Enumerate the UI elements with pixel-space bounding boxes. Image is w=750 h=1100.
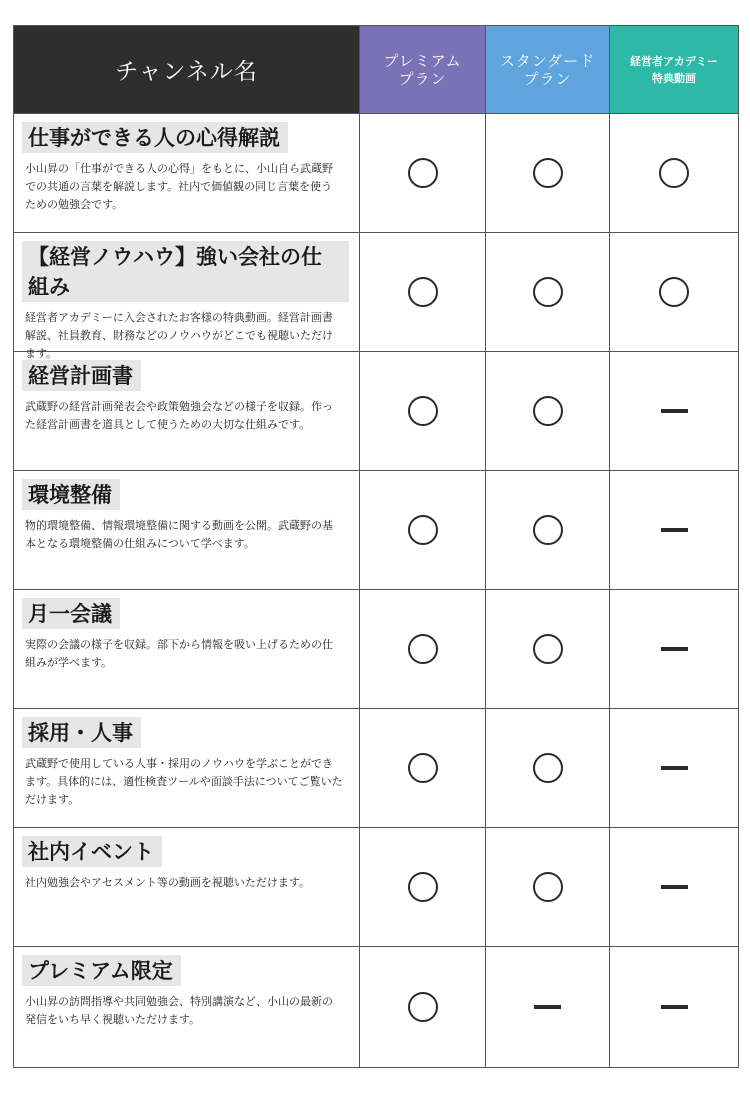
channel-cell xyxy=(14,947,360,1068)
standard-availability-cell xyxy=(486,709,610,828)
unavailable-dash-icon xyxy=(661,1005,688,1009)
unavailable-dash-icon xyxy=(661,528,688,532)
premium-availability-cell xyxy=(360,114,486,233)
available-circle-icon xyxy=(533,158,563,188)
table-row xyxy=(14,590,739,709)
channel-cell xyxy=(14,709,360,828)
available-circle-icon xyxy=(408,396,438,426)
standard-availability-cell xyxy=(486,352,610,471)
academy-availability-cell xyxy=(610,709,739,828)
table-row xyxy=(14,709,739,828)
plan-comparison-table xyxy=(13,25,739,1068)
channel-title: 社内イベント xyxy=(22,836,162,867)
standard-availability-cell xyxy=(486,114,610,233)
channel-description: 小山昇の訪問指導や共同勉強会、特別講演など、小山の最新の発信をいち早く視聴いただけます。 xyxy=(25,995,333,1026)
academy-availability-cell xyxy=(610,233,739,352)
academy-availability-cell xyxy=(610,828,739,947)
unavailable-dash-icon xyxy=(661,766,688,770)
academy-availability-cell xyxy=(610,947,739,1068)
channel-cell xyxy=(14,114,360,233)
premium-availability-cell xyxy=(360,828,486,947)
channel-title: プレミアム限定 xyxy=(22,955,181,986)
channel-title: 経営計画書 xyxy=(22,360,141,391)
premium-availability-cell xyxy=(360,590,486,709)
channel-cell xyxy=(14,828,360,947)
channel-cell xyxy=(14,471,360,590)
available-circle-icon xyxy=(659,158,689,188)
available-circle-icon xyxy=(533,515,563,545)
unavailable-dash-icon xyxy=(534,1005,561,1009)
available-circle-icon xyxy=(659,277,689,307)
header-academy-bonus: 経営者アカデミー 特典動画 xyxy=(610,26,739,114)
table-row xyxy=(14,828,739,947)
premium-availability-cell xyxy=(360,233,486,352)
unavailable-dash-icon xyxy=(661,885,688,889)
standard-availability-cell xyxy=(486,471,610,590)
standard-availability-cell xyxy=(486,233,610,352)
available-circle-icon xyxy=(533,396,563,426)
table-row xyxy=(14,114,739,233)
table-body xyxy=(14,114,739,1068)
header-premium-plan: プレミアム プラン xyxy=(360,26,486,114)
channel-description: 経営者アカデミーに入会されたお客様の特典動画。経営計画書解説、社員教育、財務などのノウハウがどこでも視聴いただけます。 xyxy=(25,311,333,360)
table-row xyxy=(14,947,739,1068)
channel-title: 月一会議 xyxy=(22,598,120,629)
available-circle-icon xyxy=(408,753,438,783)
channel-title: 採用・人事 xyxy=(22,717,141,748)
channel-description: 社内勉強会やアセスメント等の動画を視聴いただけます。 xyxy=(25,876,311,889)
available-circle-icon xyxy=(533,277,563,307)
available-circle-icon xyxy=(408,277,438,307)
academy-availability-cell xyxy=(610,471,739,590)
premium-availability-cell xyxy=(360,352,486,471)
channel-description: 武蔵野の経営計画発表会や政策勉強会などの様子を収録。作った経営計画書を道具として使うための大切な仕組みです。 xyxy=(25,400,333,431)
channel-cell xyxy=(14,352,360,471)
premium-availability-cell xyxy=(360,471,486,590)
table-row xyxy=(14,233,739,360)
channel-cell xyxy=(14,590,360,709)
premium-availability-cell xyxy=(360,947,486,1068)
channel-description: 武蔵野で使用している人事・採用のノウハウを学ぶことができます。具体的には、適性検査ツールや面談手法についてご覧いただけます。 xyxy=(25,757,343,806)
available-circle-icon xyxy=(408,515,438,545)
standard-availability-cell xyxy=(486,590,610,709)
table-row xyxy=(14,352,739,471)
premium-availability-cell xyxy=(360,709,486,828)
available-circle-icon xyxy=(408,992,438,1022)
header-channel-name: チャンネル名 xyxy=(14,26,360,114)
available-circle-icon xyxy=(408,634,438,664)
academy-availability-cell xyxy=(610,590,739,709)
channel-description: 実際の会議の様子を収録。部下から情報を吸い上げるための仕組みが学べます。 xyxy=(25,638,333,669)
unavailable-dash-icon xyxy=(661,647,688,651)
available-circle-icon xyxy=(408,872,438,902)
header-standard-plan: スタンダード プラン xyxy=(486,26,610,114)
table-row xyxy=(14,471,739,590)
standard-availability-cell xyxy=(486,828,610,947)
available-circle-icon xyxy=(408,158,438,188)
standard-availability-cell xyxy=(486,947,610,1068)
channel-description: 物的環境整備、情報環境整備に関する動画を公開。武蔵野の基本となる環境整備の仕組みについて学べます。 xyxy=(25,519,333,550)
channel-title: 仕事ができる人の心得解説 xyxy=(22,122,288,153)
channel-description: 小山昇の「仕事ができる人の心得」をもとに、小山自ら武蔵野での共通の言葉を解説します。社内で価値観の同じ言葉を使うための勉強会です。 xyxy=(25,162,333,211)
table-header xyxy=(14,26,739,114)
unavailable-dash-icon xyxy=(661,409,688,413)
channel-cell xyxy=(14,233,360,360)
channel-title: 環境整備 xyxy=(22,479,120,510)
available-circle-icon xyxy=(533,872,563,902)
available-circle-icon xyxy=(533,634,563,664)
academy-availability-cell xyxy=(610,352,739,471)
academy-availability-cell xyxy=(610,114,739,233)
available-circle-icon xyxy=(533,753,563,783)
channel-title: 【経営ノウハウ】強い会社の仕組み xyxy=(22,241,349,302)
